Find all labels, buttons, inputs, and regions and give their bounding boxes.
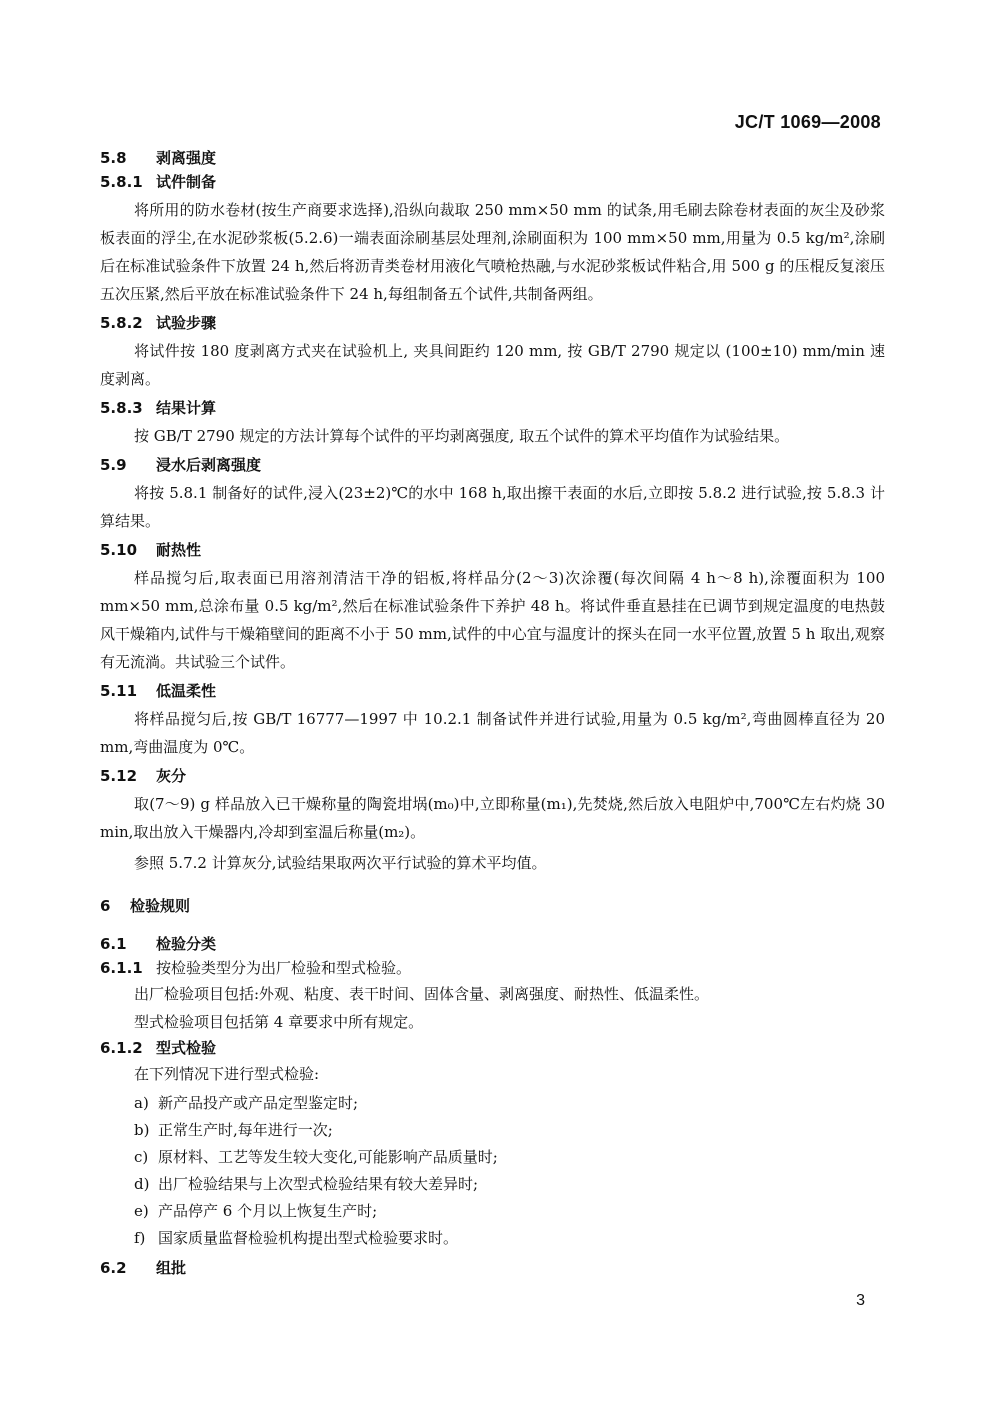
heading-6-1-1 (100, 956, 885, 980)
list-marker: b) (134, 1121, 150, 1139)
list-marker: f) (134, 1229, 146, 1247)
section-number: 5.11 (100, 682, 138, 700)
list-marker: a) (134, 1094, 149, 1112)
list-item (134, 1171, 885, 1198)
heading-5-12 (100, 764, 885, 788)
list-text: 出厂检验结果与上次型式检验结果有较大差异时; (158, 1175, 479, 1193)
list-item (134, 1225, 885, 1252)
list-text: 新产品投产或产品定型鉴定时; (158, 1094, 359, 1112)
list-text: 原材料、工艺等发生较大变化,可能影响产品质量时; (158, 1148, 498, 1166)
section-title: 组批 (156, 1259, 187, 1277)
paragraph-5-9: 将按 5.8.1 制备好的试件,浸入(23±2)℃的水中 168 h,取出擦干表面的水后,立即按 5.8.2 进行试验,按 5.8.3 计算结果。 (100, 484, 885, 530)
heading-5-9 (100, 453, 885, 477)
section-title: 试件制备 (156, 173, 217, 191)
list-item (134, 1090, 885, 1117)
section-number: 5.12 (100, 767, 138, 785)
list-item (134, 1198, 885, 1225)
type-inspection-intro: 在下列情况下进行型式检验: (134, 1065, 320, 1083)
section-title: 浸水后剥离强度 (156, 456, 262, 474)
section-number: 5.8.2 (100, 314, 143, 332)
section-title: 低温柔性 (156, 682, 217, 700)
section-number: 6.1.1 (100, 959, 143, 977)
section-title: 试验步骤 (156, 314, 217, 332)
factory-inspection-items: 出厂检验项目包括:外观、粘度、表干时间、固体含量、剥离强度、耐热性、低温柔性。 (134, 985, 710, 1003)
list-item (134, 1117, 885, 1144)
section-title: 灰分 (156, 767, 187, 785)
page-content (100, 146, 885, 1280)
section-number: 5.8 (100, 149, 127, 167)
heading-6-1 (100, 932, 885, 956)
section-number: 5.9 (100, 456, 127, 474)
section-title: 结果计算 (156, 399, 217, 417)
section-title: 剥离强度 (156, 149, 217, 167)
list-text: 正常生产时,每年进行一次; (158, 1121, 333, 1139)
paragraph-5-8-1: 将所用的防水卷材(按生产商要求选择),沿纵向裁取 250 mm×50 mm 的试条,用毛刷去除卷材表面的灰尘及砂浆板表面的浮尘,在水泥砂浆板(5.2.6)一端表面涂刷基层处理剂,涂刷面积为 100 mm×50 mm,用量为 0.5 kg/m²,涂刷后在标准试验条件下放置 24 h,然后将沥青类卷材用液化气喷枪热融,与水泥砂浆板试件粘合,用 500 g 的压棍反复滚压五次压紧,然后平放在标准试验条件下 24 h,每组制备五个试件,共制备两组。 (100, 201, 885, 303)
heading-5-11 (100, 679, 885, 703)
standard-code: JC/T 1069—2008 (734, 112, 881, 132)
paragraph-5-10: 样品搅匀后,取表面已用溶剂清洁干净的铝板,将样品分(2～3)次涂覆(每次间隔 4 h～8 h),涂覆面积为 100 mm×50 mm,总涂布量 0.5 kg/m²,然后在标准试验条件下养护 48 h。将试件垂直悬挂在已调节到规定温度的电热鼓风干燥箱内,试件与干燥箱壁间的距离不小于 50 mm,试件的中心宜与温度计的探头在同一水平位置,放置 5 h 取出,观察有无流淌。共试验三个试件。 (100, 569, 885, 671)
section-title: 检验规则 (130, 897, 191, 915)
heading-6-1-2 (100, 1036, 885, 1060)
section-title: 按检验类型分为出厂检验和型式检验。 (156, 959, 412, 977)
type-inspection-items: 型式检验项目包括第 4 章要求中所有规定。 (134, 1013, 424, 1031)
page-number: 3 (856, 1292, 865, 1309)
paragraph-5-11: 将样品搅匀后,按 GB/T 16777—1997 中 10.2.1 制备试件并进行试验,用量为 0.5 kg/m²,弯曲圆棒直径为 20 mm,弯曲温度为 0℃。 (100, 710, 885, 756)
paragraph-5-8-2: 将试件按 180 度剥离方式夹在试验机上, 夹具间距约 120 mm, 按 GB/T 2790 规定以 (100±10) mm/min 速度剥离。 (100, 342, 885, 388)
section-number: 6 (100, 897, 111, 915)
section-number: 6.1 (100, 935, 127, 953)
heading-6-2 (100, 1256, 885, 1280)
spacer (100, 880, 885, 894)
section-number: 5.10 (100, 541, 138, 559)
list-text: 国家质量监督检验机构提出型式检验要求时。 (158, 1229, 459, 1247)
heading-5-8-3 (100, 396, 885, 420)
paragraph-5-12-note: 参照 5.7.2 计算灰分,试验结果取两次平行试验的算术平均值。 (134, 854, 547, 872)
paragraph-5-8-3: 按 GB/T 2790 规定的方法计算每个试件的平均剥离强度, 取五个试件的算术平均值作为试验结果。 (134, 427, 790, 445)
heading-5-8 (100, 146, 885, 170)
section-number: 5.8.1 (100, 173, 143, 191)
list-marker: c) (134, 1148, 149, 1166)
heading-5-8-2 (100, 311, 885, 335)
heading-5-10 (100, 538, 885, 562)
section-title: 型式检验 (156, 1039, 217, 1057)
list-text: 产品停产 6 个月以上恢复生产时; (158, 1202, 378, 1220)
paragraph-5-12: 取(7～9) g 样品放入已干燥称量的陶瓷坩埚(m₀)中,立即称量(m₁),先焚烧,然后放入电阻炉中,700℃左右灼烧 30 min,取出放入干燥器内,冷却到室温后称量(m₂)。 (100, 795, 885, 841)
section-title: 检验分类 (156, 935, 217, 953)
list-marker: d) (134, 1175, 150, 1193)
section-title: 耐热性 (156, 541, 202, 559)
list-item (134, 1144, 885, 1171)
type-inspection-conditions (134, 1090, 885, 1252)
section-number: 5.8.3 (100, 399, 143, 417)
spacer (100, 918, 885, 932)
section-number: 6.1.2 (100, 1039, 143, 1057)
list-marker: e) (134, 1202, 149, 1220)
section-number: 6.2 (100, 1259, 127, 1277)
heading-6 (100, 894, 885, 918)
heading-5-8-1 (100, 170, 885, 194)
